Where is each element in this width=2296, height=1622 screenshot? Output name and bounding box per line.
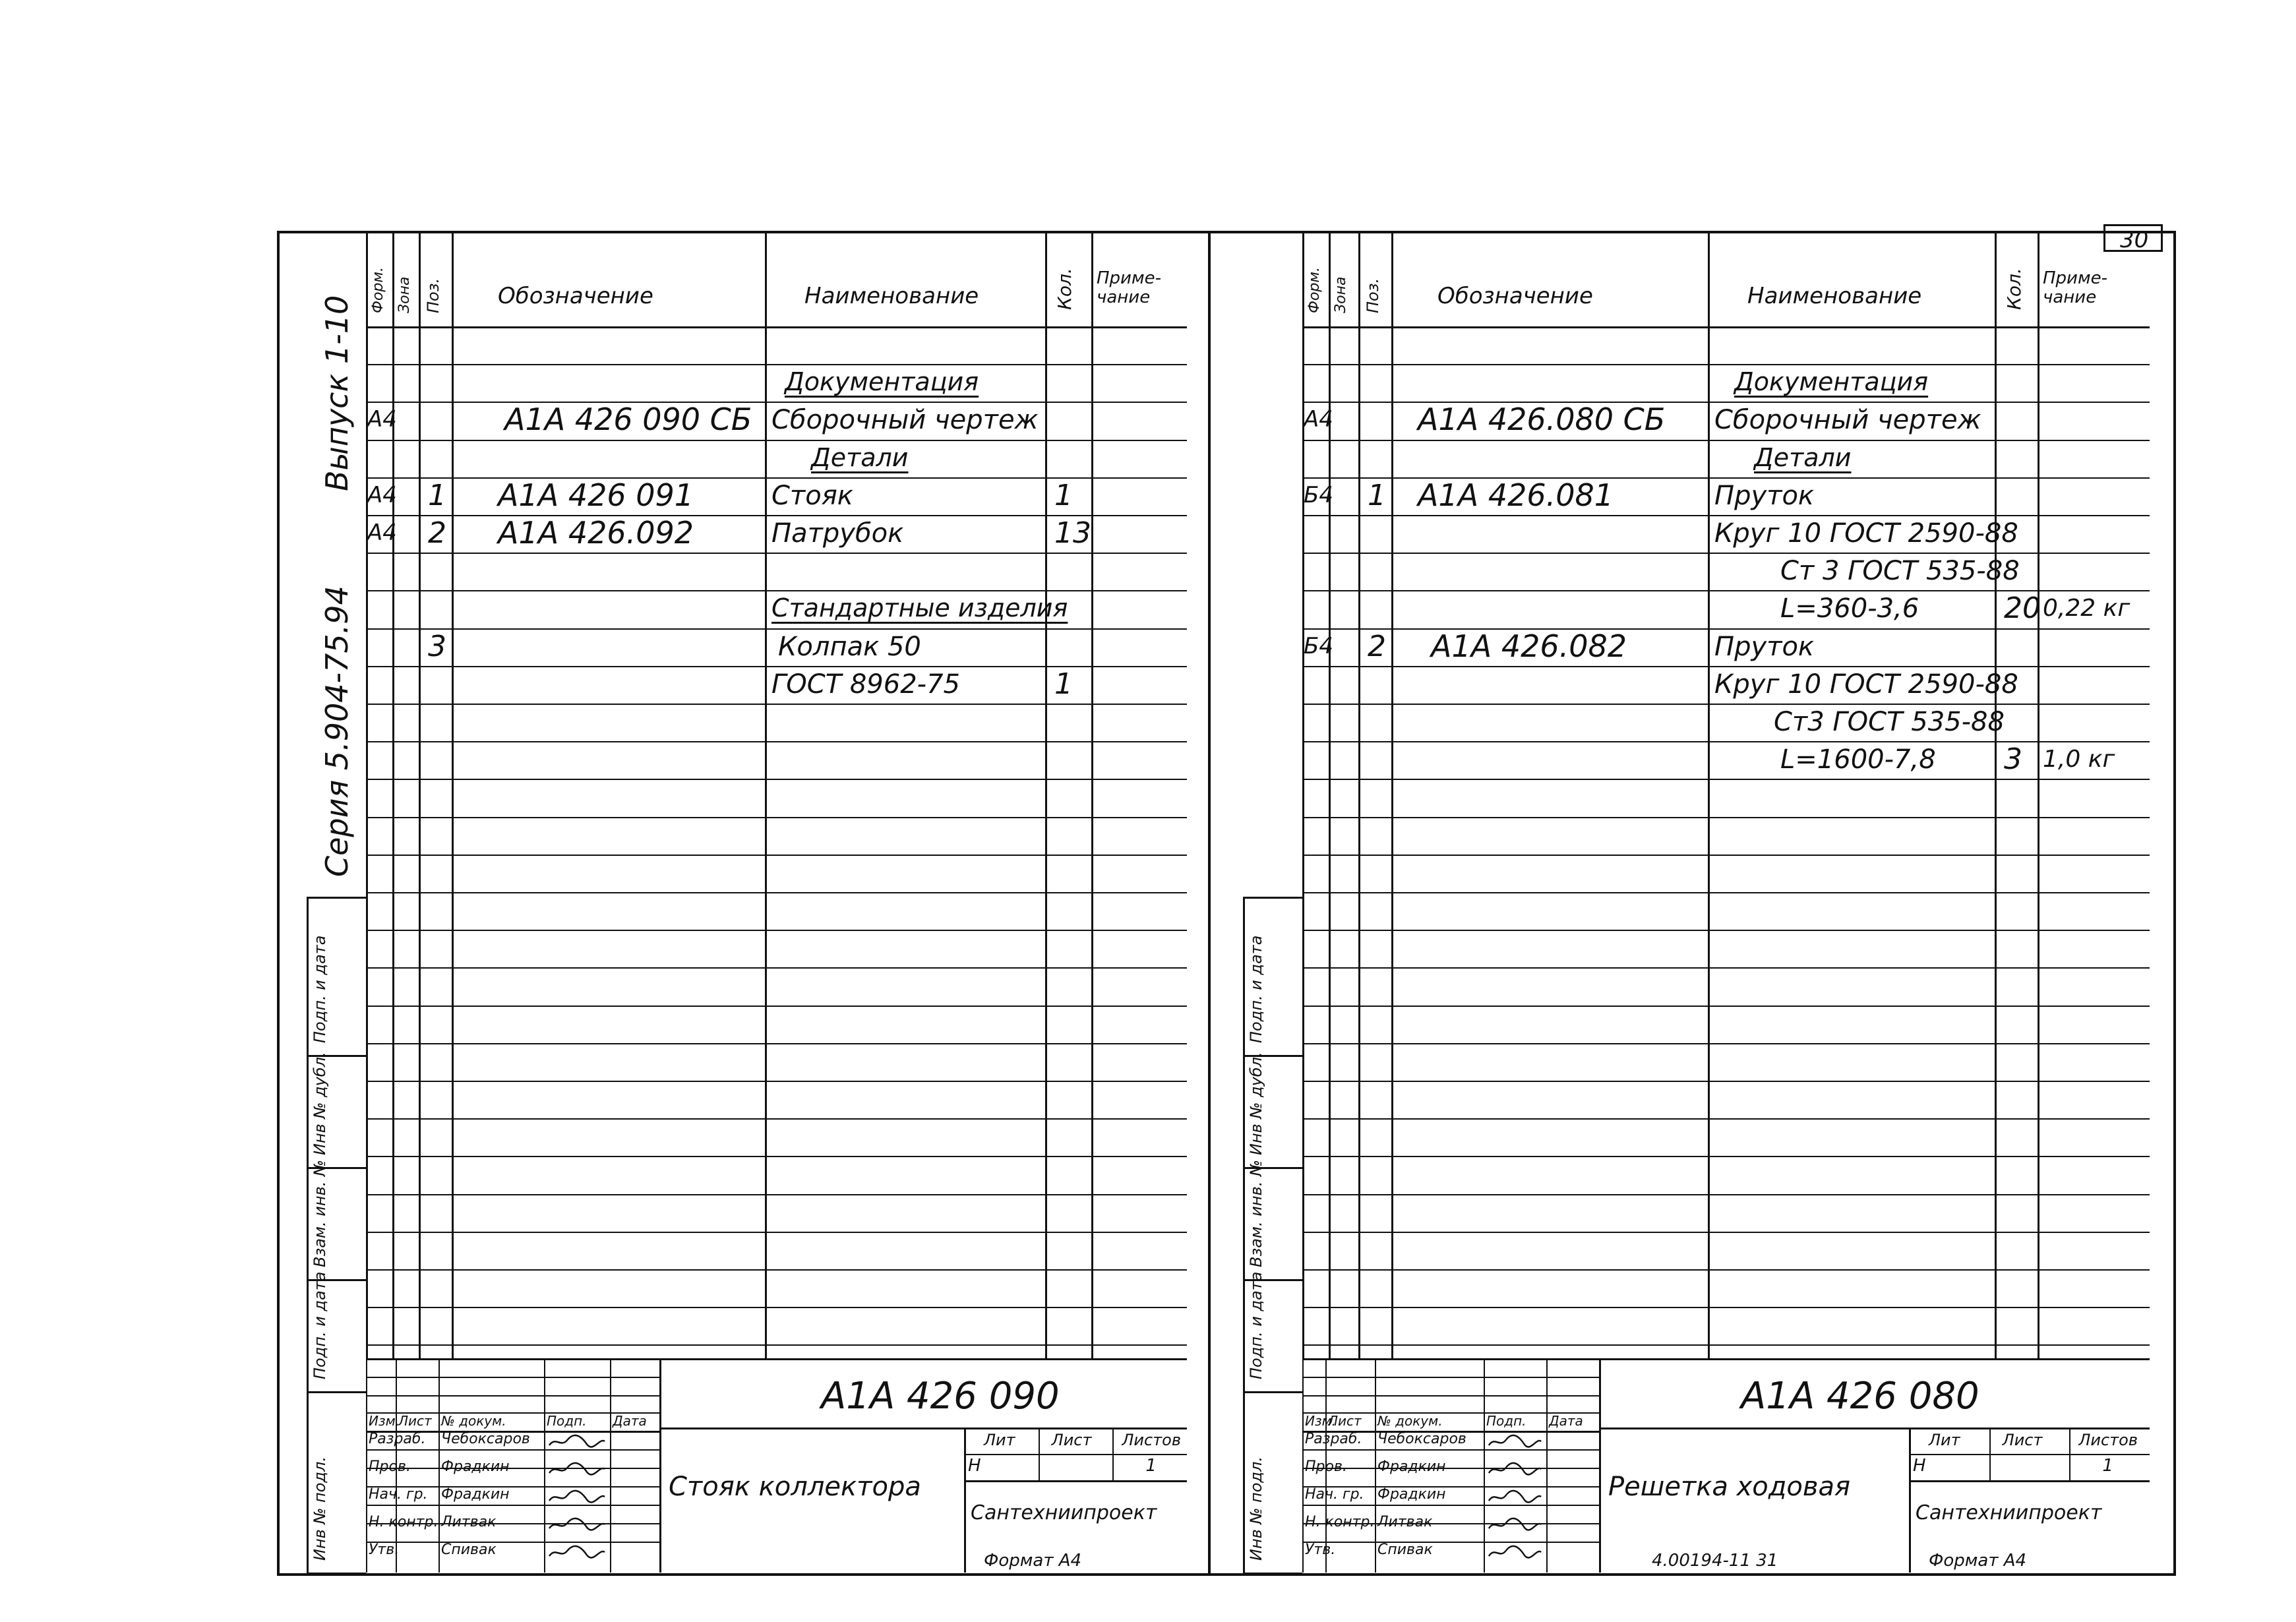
spec-row-line (366, 628, 1187, 630)
stamp-title-divider (964, 1427, 966, 1573)
spec-row-line (366, 1232, 1187, 1233)
binding-strip-label: Взам. инв. № (311, 1160, 329, 1267)
stamp-row-line (1302, 1542, 1599, 1543)
stamp-row-line (1302, 1505, 1599, 1506)
stamp-lit-column (1989, 1427, 1991, 1480)
spec-row-line (366, 590, 1187, 591)
stamp-code-line (659, 1427, 1187, 1429)
row-name: Детали (1754, 442, 1852, 472)
row-name: Стандартные изделия (771, 593, 1068, 623)
signature-role: Нач. гр. (1305, 1486, 1364, 1503)
spec-row-line (1302, 553, 2150, 554)
stamp-code-line (1599, 1427, 2150, 1429)
stamp-main-divider (659, 1358, 661, 1573)
spec-column-line (765, 231, 767, 1358)
stamp-lit-column (2069, 1427, 2070, 1480)
spec-row-line (1302, 1118, 2150, 1120)
signature-scribble (548, 1461, 606, 1477)
row-designation: А1А 426.080 СБ (1418, 402, 1666, 438)
stamp-row-line (366, 1505, 659, 1506)
spec-row-line (1302, 967, 2150, 969)
row-name: Документация (1734, 367, 1929, 397)
stamp-row-line (366, 1542, 659, 1543)
spec-row-line (366, 1043, 1187, 1044)
row-format: Б4 (1304, 481, 1333, 508)
spec-row-line (1302, 1081, 2150, 1082)
signature-scribble (548, 1489, 606, 1505)
stamp-sheet-header: Лист (1051, 1431, 1092, 1449)
spec-row-line (1302, 1232, 2150, 1233)
stamp-sheets-header: Листов (2078, 1431, 2138, 1449)
spec-row-line (1302, 1043, 2150, 1044)
binding-strip-line (1243, 897, 1245, 1573)
format-label: Формат А4 (1929, 1551, 2027, 1571)
row-name: Документация (785, 367, 979, 397)
header-designation: Обозначение (1437, 283, 1593, 309)
spec-row-line (1302, 817, 2150, 818)
row-qty: 1 (1054, 667, 1073, 701)
stamp-row-line (366, 1377, 659, 1378)
row-name: L=360-3,6 (1780, 593, 1919, 624)
binding-strip-label: Инв № подл. (311, 1457, 329, 1561)
signature-role: Утв. (369, 1542, 400, 1558)
binding-strip-cell (1243, 1391, 1302, 1393)
spec-row-line (366, 1344, 1187, 1346)
signature-role: Пров. (1305, 1458, 1347, 1475)
stamp-header-sign: Подп. (1486, 1413, 1526, 1429)
binding-strip-cell (307, 897, 366, 899)
spec-row-line (366, 1156, 1187, 1157)
spec-column-line (1302, 231, 1304, 1358)
spec-row-line (366, 553, 1187, 554)
stamp-lit-header: Лит (1929, 1431, 1960, 1449)
stamp-row-line (1302, 1395, 1599, 1397)
stamp-title-divider (1909, 1427, 1911, 1573)
spec-row-line (1302, 666, 2150, 667)
binding-strip-label: Подп. и дата (311, 1271, 329, 1379)
stamp-column-line (544, 1358, 545, 1573)
spec-row-line (1302, 1006, 2150, 1007)
signature-name: Фрадкин (1377, 1458, 1446, 1475)
binding-strip-label: Подп. и дата (1247, 935, 1265, 1043)
row-name: Колпак 50 (778, 631, 921, 662)
row-name: Стояк (771, 480, 853, 511)
signature-name: Литвак (1377, 1514, 1433, 1530)
stamp-row-line (366, 1395, 659, 1397)
spec-row-line (1302, 1269, 2150, 1271)
row-designation: А1А 426.092 (498, 515, 694, 551)
spec-row-line (366, 440, 1187, 441)
spec-row-line (1302, 1156, 2150, 1157)
signature-scribble (1488, 1489, 1542, 1505)
binding-strip-label: Инв № дубл. (1247, 1052, 1265, 1155)
signature-name: Чебоксаров (441, 1431, 530, 1447)
header-format: Форм. (1306, 267, 1323, 313)
spec-row-line (1302, 515, 2150, 516)
stamp-column-line (610, 1358, 611, 1573)
binding-strip-label: Подп. и дата (311, 935, 329, 1043)
document-code: А1А 426 090 (821, 1375, 1060, 1418)
document-code: А1А 426 080 (1741, 1375, 1979, 1418)
row-qty: 13 (1054, 516, 1091, 550)
row-note: 0,22 кг (2043, 595, 2130, 622)
spec-column-line (1045, 231, 1047, 1358)
spec-row-line (366, 855, 1187, 856)
spec-column-line (452, 231, 454, 1358)
row-pos: 2 (428, 516, 446, 550)
stamp-org-line (964, 1480, 1187, 1482)
binding-strip-label: Подп. и дата (1247, 1271, 1265, 1379)
binding-strip-cell (1243, 1573, 1302, 1575)
stamp-lit-value: Н (968, 1456, 981, 1476)
row-name: Ст3 ГОСТ 535-88 (1774, 707, 2005, 737)
header-zone: Зона (396, 276, 413, 313)
header-pos: Поз. (1364, 278, 1382, 313)
signature-name: Фрадкин (441, 1458, 510, 1475)
stamp-sheet-header: Лист (2002, 1431, 2043, 1449)
binding-strip-cell (1243, 897, 1302, 899)
spec-column-line (1091, 231, 1093, 1358)
stamp-header-list: Лист (1328, 1413, 1362, 1429)
spec-row-line (366, 364, 1187, 365)
header-note: Приме-чание (2043, 268, 2107, 307)
spec-column-line (1329, 231, 1331, 1358)
signature-role: Разраб. (369, 1431, 426, 1447)
stamp-main-divider (1599, 1358, 1601, 1573)
row-pos: 1 (428, 478, 446, 512)
sheet-divider (1208, 231, 1211, 1576)
stamp-column-line (366, 1358, 367, 1573)
header-designation: Обозначение (498, 283, 653, 309)
document-title: Стояк коллектора (669, 1472, 921, 1502)
signature-role: Н. контр. (1305, 1514, 1375, 1530)
signature-scribble (548, 1433, 606, 1449)
binding-strip-label: Инв № подл. (1247, 1457, 1265, 1561)
spec-column-line (366, 231, 368, 1358)
stamp-row-line (366, 1449, 659, 1451)
row-name: Пруток (1714, 480, 1815, 511)
spec-row-line (1302, 1344, 2150, 1346)
signature-name: Спивак (441, 1542, 497, 1558)
stamp-row-line (1302, 1377, 1599, 1378)
spec-row-line (1302, 892, 2150, 893)
series-label: Серия 5.904-75.94 (319, 586, 355, 877)
row-pos: 3 (428, 629, 446, 663)
spec-row-line (366, 1081, 1187, 1082)
spec-header-line (366, 326, 1187, 328)
stamp-lit-column (1112, 1427, 1114, 1480)
signature-role: Разраб. (1305, 1431, 1362, 1447)
binding-strip-label: Инв № дубл. (311, 1052, 329, 1155)
row-qty: 3 (2004, 742, 2022, 777)
document-title: Решетка ходовая (1608, 1472, 1851, 1502)
signature-role: Утв. (1305, 1542, 1336, 1558)
signature-name: Литвак (441, 1514, 497, 1530)
spec-row-line (366, 402, 1187, 403)
row-name: Детали (811, 442, 909, 472)
row-name: Круг 10 ГОСТ 2590-88 (1714, 518, 2018, 549)
issue-label: Выпуск 1-10 (319, 295, 355, 491)
organization-name: Сантехниипроект (971, 1501, 1157, 1524)
spec-column-line (1708, 231, 1710, 1358)
header-name: Наименование (1747, 283, 1922, 309)
header-pos: Поз. (424, 278, 442, 313)
stamp-header-izm: Изм. (369, 1413, 400, 1429)
stamp-lit-header: Лит (984, 1431, 1015, 1449)
footer-code: 4.00194-11 31 (1652, 1551, 1778, 1571)
stamp-sheets-value: 1 (2102, 1456, 2113, 1476)
spec-header-line (1302, 326, 2150, 328)
signature-scribble (548, 1517, 606, 1532)
row-format: А4 (367, 406, 397, 433)
row-name: ГОСТ 8962-75 (771, 669, 960, 700)
spec-column-line (1995, 231, 1997, 1358)
row-format: А4 (367, 520, 397, 546)
signature-scribble (1488, 1433, 1542, 1449)
row-designation: А1А 426.081 (1418, 477, 1614, 513)
row-pos: 2 (1368, 629, 1386, 663)
header-note: Приме-чание (1097, 268, 1161, 307)
organization-name: Сантехниипроект (1916, 1501, 2102, 1524)
row-name: L=1600-7,8 (1780, 744, 1936, 775)
spec-row-line (1302, 779, 2150, 780)
stamp-lit-line (964, 1454, 1187, 1455)
row-designation: А1А 426.082 (1431, 628, 1627, 664)
spec-column-line (2038, 231, 2039, 1358)
signature-name: Спивак (1377, 1542, 1433, 1558)
signature-role: Пров. (369, 1458, 411, 1475)
spec-row-line (366, 1307, 1187, 1308)
format-label: Формат А4 (984, 1551, 1082, 1571)
binding-strip-cell (307, 1391, 366, 1393)
spec-row-line (366, 817, 1187, 818)
stamp-lit-line (1909, 1454, 2150, 1455)
signature-name: Чебоксаров (1377, 1431, 1466, 1447)
row-qty: 20 (2004, 591, 2041, 626)
spec-column-line (392, 231, 394, 1358)
spec-row-line (366, 967, 1187, 969)
spec-row-line (366, 930, 1187, 931)
spec-column-line (1391, 231, 1393, 1358)
spec-row-line (1302, 440, 2150, 441)
stamp-sheets-header: Листов (1122, 1431, 1181, 1449)
stamp-header-sign: Подп. (547, 1413, 587, 1429)
row-qty: 1 (1054, 478, 1073, 512)
signature-role: Н. контр. (369, 1514, 438, 1530)
header-zone: Зона (1333, 276, 1349, 313)
stamp-header-date: Дата (613, 1413, 647, 1429)
binding-strip-line (307, 897, 309, 1573)
header-name: Наименование (804, 283, 979, 309)
row-name: Ст 3 ГОСТ 535-88 (1780, 556, 2020, 587)
spec-row-line (366, 1194, 1187, 1195)
spec-column-line (1358, 231, 1360, 1358)
stamp-header-list: Лист (398, 1413, 432, 1429)
spec-row-line (366, 741, 1187, 742)
stamp-top-line (1302, 1358, 2150, 1360)
spec-row-line (1302, 628, 2150, 630)
stamp-lit-value: Н (1913, 1456, 1926, 1476)
stamp-column-line (1302, 1358, 1304, 1573)
spec-row-line (366, 1269, 1187, 1271)
row-name: Патрубок (771, 518, 904, 549)
row-designation: А1А 426 091 (498, 477, 694, 513)
signature-scribble (1488, 1517, 1542, 1532)
signature-scribble (1488, 1544, 1542, 1560)
row-pos: 1 (1368, 478, 1386, 512)
spec-row-line (366, 1006, 1187, 1007)
spec-row-line (366, 779, 1187, 780)
spec-row-line (1302, 741, 2150, 742)
spec-column-line (419, 231, 421, 1358)
signature-name: Фрадкин (441, 1486, 510, 1503)
row-designation: А1А 426 090 СБ (504, 402, 752, 438)
spec-row-line (1302, 1194, 2150, 1195)
signature-role: Нач. гр. (369, 1486, 428, 1503)
stamp-header-izm: Изм. (1305, 1413, 1337, 1429)
stamp-header-ndoc: № докум. (441, 1413, 506, 1429)
stamp-org-line (1909, 1480, 2150, 1482)
stamp-column-line (1484, 1358, 1485, 1573)
spec-row-line (1302, 1307, 2150, 1308)
header-format: Форм. (370, 267, 386, 313)
spec-row-line (1302, 704, 2150, 705)
row-note: 1,0 кг (2043, 746, 2115, 773)
header-qty: Кол. (2003, 268, 2025, 310)
stamp-header-date: Дата (1549, 1413, 1583, 1429)
spec-row-line (1302, 930, 2150, 931)
spec-row-line (366, 1118, 1187, 1120)
stamp-lit-column (1039, 1427, 1040, 1480)
signature-scribble (1488, 1461, 1542, 1477)
row-format: Б4 (1304, 632, 1333, 659)
row-name: Круг 10 ГОСТ 2590-88 (1714, 669, 2018, 700)
row-format: А4 (1304, 406, 1333, 433)
spec-row-line (1302, 364, 2150, 365)
signature-scribble (548, 1544, 606, 1560)
spec-row-line (1302, 855, 2150, 856)
stamp-header-ndoc: № докум. (1377, 1413, 1443, 1429)
stamp-top-line (366, 1358, 1187, 1360)
row-format: А4 (367, 481, 397, 508)
signature-name: Фрадкин (1377, 1486, 1446, 1503)
binding-strip-cell (307, 1573, 366, 1575)
page-number: 30 (2120, 227, 2149, 253)
stamp-column-line (438, 1358, 440, 1573)
header-qty: Кол. (1054, 268, 1075, 310)
row-name: Пруток (1714, 631, 1815, 662)
binding-strip-label: Взам. инв. № (1247, 1160, 1265, 1267)
row-name: Сборочный чертеж (1714, 405, 1981, 436)
spec-row-line (366, 892, 1187, 893)
stamp-sheets-value: 1 (1145, 1456, 1157, 1476)
stamp-row-line (1302, 1449, 1599, 1451)
stamp-column-line (1546, 1358, 1548, 1573)
spec-row-line (366, 704, 1187, 705)
row-name: Сборочный чертеж (771, 405, 1039, 436)
stamp-column-line (1375, 1358, 1376, 1573)
